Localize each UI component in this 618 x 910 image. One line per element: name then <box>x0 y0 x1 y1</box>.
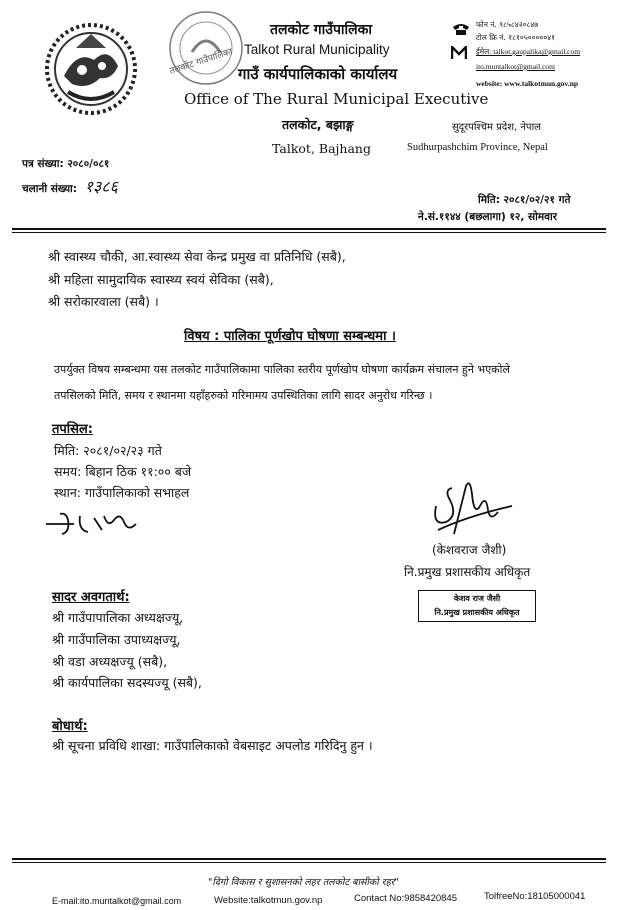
footer-website[interactable]: Website:talkotmun.gov.np <box>214 895 323 906</box>
tollfree-number: टोल फ्रि नं. १८१०५०००००४१ <box>476 33 556 42</box>
place-en: Talkot, Bajhang <box>272 141 371 156</box>
website-link[interactable]: website: www.talkotmun.gov.np <box>476 79 579 88</box>
province-np: सुदूरपश्चिम प्रदेश, नेपाल <box>452 122 541 133</box>
details-date: मिति: २०८१/०२/२३ गते <box>54 443 162 458</box>
chalani-sankhya <box>22 175 118 197</box>
footer-slogan: "दिगो विकास र सुशासनको लहर तलकोट बासीको रहर" <box>208 877 399 888</box>
body-line-2: तपसिलको मिति, समय र स्थानमा यहाँहरुको गरिमामय उपस्थितिका लागि सादर अनुरोध गरिन्छ । <box>54 389 433 402</box>
office-name-en: Office of The Rural Municipal Executive <box>184 90 489 108</box>
details-time: समय: बिहान ठिक ११:०० बजे <box>54 464 192 479</box>
chalani-label: चलानी संख्या: <box>22 183 77 195</box>
nepal-emblem-icon <box>42 20 140 118</box>
signature-icon <box>428 476 518 538</box>
handwritten-initials-icon <box>44 508 144 538</box>
province-en: Sudhurpashchim Province, Nepal <box>407 142 548 153</box>
email-icon <box>451 46 467 60</box>
subject-line: विषय : पालिका पूर्णखोप घोषणा सम्बन्धमा । <box>184 329 396 344</box>
stamp-line-1: केशव राज जैसी <box>453 594 501 603</box>
place-np: तलकोट, बझाङ्ग <box>282 117 354 132</box>
recipient-2: श्री महिला सामुदायिक स्वास्थ्य स्वयं सेविका (सबै), <box>48 272 274 287</box>
footer-divider-thin <box>12 862 606 863</box>
recipient-1: श्री स्वास्थ्य चौकी, आ.स्वास्थ्य सेवा केन्द्र प्रमुख वा प्रतिनिधि (सबै), <box>48 249 346 264</box>
footer-divider <box>12 858 606 860</box>
email-link-1[interactable]: ईमेल: talkot.gaupalika@gmail.com <box>476 47 581 56</box>
stamp-line-2: नि.प्रमुख प्रशासकीय अधिकृत <box>434 608 520 617</box>
cc-item-4: श्री कार्यपालिका सदस्यज्यू (सबै), <box>52 675 202 690</box>
recipient-3: श्री सरोकारवाला (सबै) । <box>48 294 159 309</box>
footer-tollfree: TolfreeNo:18105000041 <box>484 891 586 902</box>
action-heading: बोधार्थ: <box>52 719 88 734</box>
cc-item-3: श्री वडा अध्यक्षज्यू (सबै), <box>52 654 168 669</box>
cc-item-2: श्री गाउँपालिका उपाध्यक्षज्यू, <box>52 632 181 647</box>
municipality-seal-icon <box>166 8 246 88</box>
patra-value: २०८०/०८१ <box>67 158 110 170</box>
details-heading: तपसिल: <box>52 422 93 437</box>
letter-date: मिति: २०८१/०२/२१ गते <box>478 194 571 206</box>
seal-text: तलकोट गाउँपालिका <box>168 47 234 77</box>
office-name-np: गाउँ कार्यपालिकाको कार्यालय <box>238 65 398 83</box>
municipality-name-np: तलकोट गाउँपालिका <box>270 22 373 38</box>
signatory-stamp <box>418 590 536 622</box>
header-divider <box>12 228 606 230</box>
patra-label: पत्र संख्या: <box>22 158 64 170</box>
chalani-value: १३८६ <box>84 177 118 196</box>
signatory-title: नि.प्रमुख प्रशासकीय अधिकृत <box>404 565 531 579</box>
patra-sankhya <box>22 157 109 171</box>
footer-contact: Contact No:9858420845 <box>354 893 457 904</box>
body-line-1: उपर्युक्त विषय सम्बन्धमा यस तलकोट गाउँपालिकामा पालिका स्तरीय पूर्णखोप घोषणा कार्यक्रम संचालन हुने भएकोले <box>54 363 510 376</box>
details-place: स्थान: गाउँपालिकाको सभाहल <box>54 485 190 500</box>
action-item-1: श्री सूचना प्रविधि शाखा: गाउँपालिकाको वेबसाइट अपलोड गरिदिनु हुन । <box>52 738 373 753</box>
cc-heading: सादर अवगतार्थ: <box>52 590 130 605</box>
cc-item-1: श्री गाउँपापालिका अध्यक्षज्यू, <box>52 610 184 625</box>
nepal-sambat-date: ने.सं.११४४ (बछलागा) १२, सोमवार <box>418 211 557 223</box>
phone-icon <box>451 22 471 36</box>
email-link-2[interactable]: ito.muntalkot@gmail.com <box>476 62 555 71</box>
municipality-name-en: Talkot Rural Municipality <box>244 42 390 57</box>
header-divider-thin <box>12 232 606 233</box>
footer-email[interactable]: E-mail:ito.muntalkot@gmail.com <box>52 896 182 906</box>
signatory-name: (केशवराज जैशी) <box>432 543 507 557</box>
phone-number: फोन नं. ९८५८४२०८४७ <box>476 20 539 29</box>
